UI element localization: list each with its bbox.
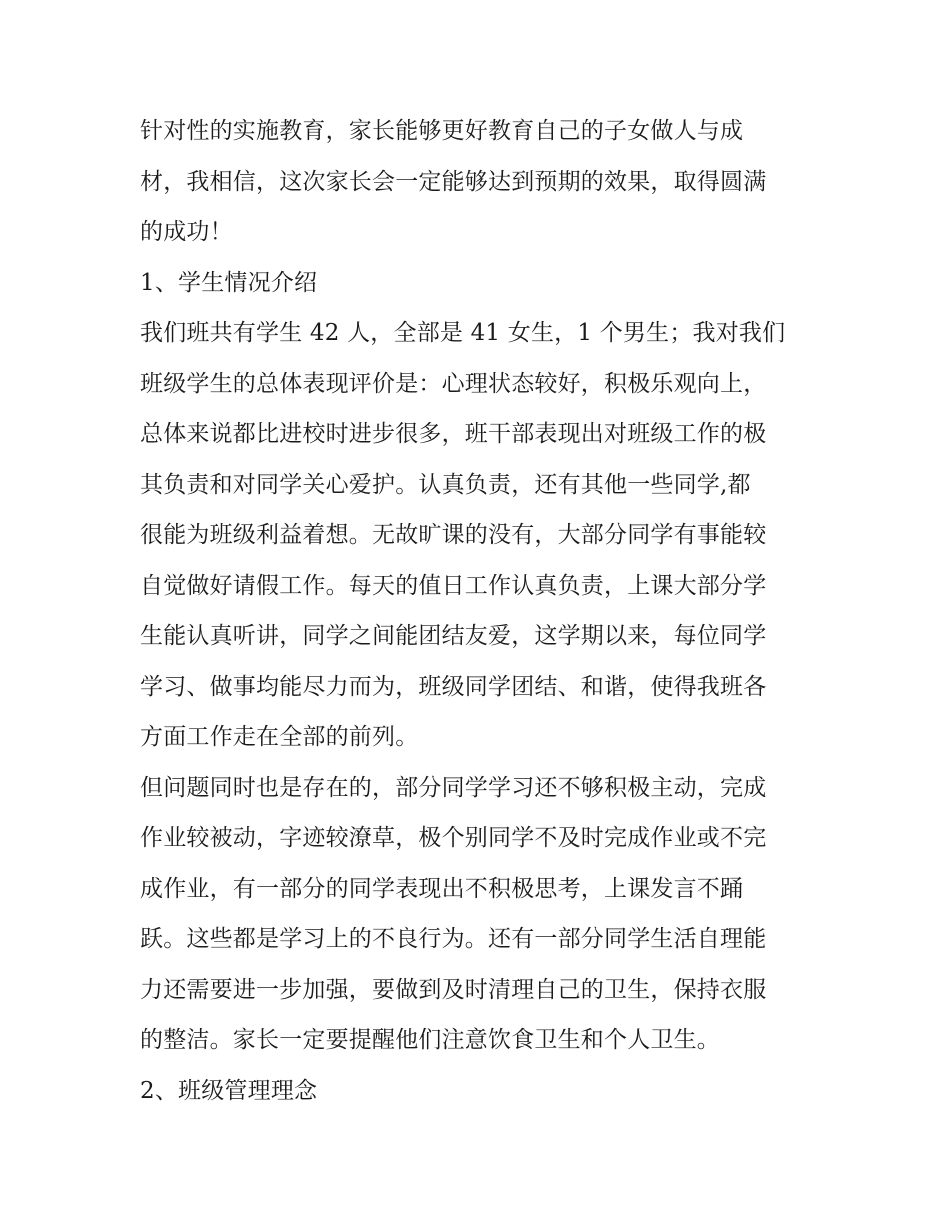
- text-line: 跃。这些都是学习上的不良行为。还有一部分同学生活自理能: [140, 926, 767, 952]
- text-line: 生能认真听讲，同学之间能团结友爱，这学期以来，每位同学: [140, 623, 767, 649]
- text-line: 成作业，有一部分的同学表现出不积极思考，上课发言不踊: [140, 875, 744, 902]
- text-line: 材，我相信，这次家长会一定能够达到预期的效果，取得圆满: [140, 168, 767, 195]
- section-heading: 2、班级管理理念: [140, 1077, 318, 1104]
- text-line: 很能为班级利益着想。无故旷课的没有，大部分同学有事能较: [140, 522, 767, 548]
- text-line: 的成功！: [140, 219, 233, 245]
- text-line: 但问题同时也是存在的，部分同学学习还不够积极主动，完成: [140, 774, 767, 801]
- text-line: 其负责和对同学关心爱护。认真负责，还有其他一些同学,都: [140, 471, 751, 498]
- document-body: [140, 106, 820, 1116]
- text-line: 方面工作走在全部的前列。: [140, 724, 419, 750]
- text-line: 的整洁。家长一定要提醒他们注意饮食卫生和个人卫生。: [140, 1027, 720, 1053]
- section-heading: 1、学生情况介绍: [140, 269, 318, 296]
- text-line: 总体来说都比进校时进步很多，班干部表现出对班级工作的极: [140, 421, 767, 447]
- text-line: 自觉做好请假工作。每天的值日工作认真负责，上课大部分学: [140, 572, 767, 599]
- text-line: 针对性的实施教育，家长能够更好教育自己的子女做人与成: [140, 118, 744, 144]
- text-line: 学习、做事均能尽力而为，班级同学团结、和谐，使得我班各: [140, 673, 767, 700]
- text-line: 班级学生的总体表现评价是：心理状态较好，积极乐观向上，: [140, 370, 767, 397]
- text-line: 作业较被动，字迹较潦草，极个别同学不及时完成作业或不完: [140, 825, 767, 851]
- text-line: 我们班共有学生 42 人，全部是 41 女生，1 个男生；我对我们: [140, 320, 786, 346]
- text-line: 力还需要进一步加强，要做到及时清理自己的卫生，保持衣服: [140, 976, 767, 1003]
